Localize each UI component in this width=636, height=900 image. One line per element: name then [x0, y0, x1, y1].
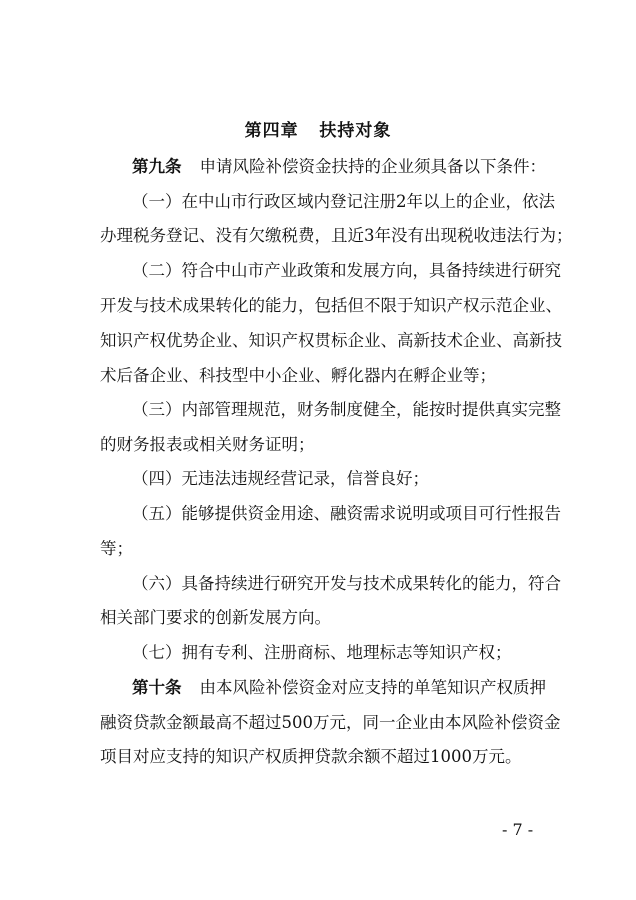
article9-line-6: 术后备企业、科技型中小企业、孵化器内在孵企业等； — [100, 366, 496, 385]
article9-line-12: （六）具备持续进行研究开发与技术成果转化的能力，符合 — [132, 574, 561, 593]
article9-line-1: （一）在中山市行政区域内登记注册2年以上的企业，依法 — [132, 192, 555, 211]
article10-line-2: 融资贷款金额最高不超过500万元，同一企业由本风险补偿资金 — [100, 713, 561, 732]
article9-line-13: 相关部门要求的创新发展方向。 — [100, 608, 331, 627]
article9-line-7: （三）内部管理规范，财务制度健全，能按时提供真实完整 — [132, 400, 561, 419]
article9-line-5: 知识产权优势企业、知识产权贯标企业、高新技术企业、高新技 — [100, 331, 562, 350]
article9-label: 第九条 — [132, 157, 182, 176]
article9-line-11: 等； — [100, 539, 133, 558]
article10-line-1 — [132, 676, 546, 700]
chapter-title: 第四章 扶持对象 — [244, 121, 392, 141]
article10-line-3: 项目对应支持的知识产权质押贷款余额不超过1000万元。 — [100, 747, 522, 766]
article9-line-14: （七）拥有专利、注册商标、地理标志等知识产权； — [132, 643, 512, 662]
article9-line-2: 办理税务登记、没有欠缴税费，且近3年没有出现税收违法行为； — [100, 226, 573, 245]
article9-line-4: 开发与技术成果转化的能力，包括但不限于知识产权示范企业、 — [100, 296, 562, 315]
article9-line-8: 的财务报表或相关财务证明； — [100, 435, 315, 454]
article9-intro-line — [132, 155, 546, 179]
article9-line-9: （四）无违法违规经营记录，信誉良好； — [132, 469, 429, 488]
article10-label: 第十条 — [132, 678, 182, 697]
article9-intro-text: 申请风险补偿资金扶持的企业须具备以下条件： — [199, 157, 546, 176]
article10-text-1: 由本风险补偿资金对应支持的单笔知识产权质押 — [199, 678, 546, 697]
page-number: - 7 - — [502, 820, 534, 839]
article9-line-3: （二）符合中山市产业政策和发展方向，具备持续进行研究 — [132, 261, 561, 280]
article9-line-10: （五）能够提供资金用途、融资需求说明或项目可行性报告 — [132, 504, 561, 523]
